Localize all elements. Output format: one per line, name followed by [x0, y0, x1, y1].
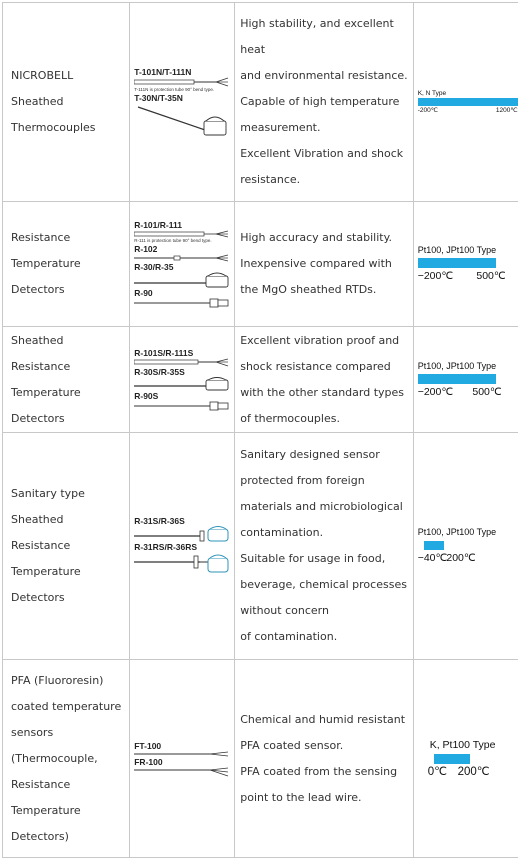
- temperature-range-cell: [413, 202, 518, 327]
- probe-terminal-head-icon: [134, 377, 230, 391]
- temperature-range-cell: [413, 660, 518, 858]
- sensor-name-line: Resistance: [11, 777, 71, 791]
- probe-terminal-head-icon: [134, 103, 230, 137]
- range-values: [428, 766, 490, 779]
- feature-line: High stability, and excellent: [240, 17, 394, 30]
- table-row: [3, 433, 518, 660]
- range-max: 500℃: [472, 385, 502, 398]
- sensor-name-line: Sanitary type: [11, 487, 85, 500]
- feature-line: High accuracy and stability.: [240, 231, 393, 244]
- feature-line: measurement.: [240, 121, 321, 134]
- range-bar: [434, 754, 470, 764]
- feature-line: shock resistance compared: [240, 359, 391, 373]
- sensor-name-line: Resistance: [11, 231, 71, 244]
- model-label: FR-100: [134, 756, 163, 767]
- feature-line: Sanitary designed sensor: [240, 448, 380, 461]
- range-max: 200℃: [446, 552, 476, 564]
- range-type-label: Pt100, JPt100 Type: [417, 245, 497, 255]
- range-values: [418, 270, 506, 283]
- temperature-range-cell: [413, 433, 518, 660]
- sanitary-probe-head-icon: [134, 552, 230, 576]
- feature-line: of thermocouples.: [240, 411, 340, 425]
- range-bar: [418, 374, 496, 384]
- sensor-name-line: Resistance: [11, 539, 71, 552]
- feature-line: the MgO sheathed RTDs.: [240, 283, 377, 296]
- model-note: T-111N is protection tube 90° bend type.: [134, 87, 215, 92]
- range-max: 500℃: [476, 270, 506, 282]
- range-type-label: K, Pt100 Type: [429, 738, 496, 751]
- feature-line: PFA coated from the sensing: [240, 764, 398, 778]
- sensor-table: [2, 2, 518, 858]
- feature-line: protected from foreign: [240, 474, 365, 487]
- probe-wire-lead-icon: [134, 254, 230, 262]
- model-label: R-30S/R-35S: [134, 367, 185, 377]
- features-cell: [235, 202, 413, 327]
- range-min: -200℃: [417, 106, 438, 114]
- sensor-name-cell: [3, 660, 130, 858]
- sensor-name-line: Detectors: [11, 283, 65, 296]
- model-label: R-102: [134, 244, 158, 254]
- sensor-name-cell: [3, 3, 130, 202]
- probe-terminal-head-icon: [134, 272, 230, 288]
- sensor-name-line: Temperature: [11, 385, 81, 399]
- model-label: R-90: [134, 288, 153, 298]
- range-bar: [418, 98, 518, 106]
- sensor-name-line: PFA (Fluororesin): [11, 673, 104, 687]
- model-label: R-31S/R-36S: [134, 516, 185, 526]
- sensor-name-line: Sheathed: [11, 95, 64, 108]
- model-label: FT-100: [134, 740, 162, 751]
- range-bar: [424, 541, 444, 550]
- sensor-name-line: Temperature: [11, 803, 81, 817]
- feature-line: beverage, chemical processes: [240, 578, 407, 591]
- feature-line: resistance.: [240, 173, 301, 186]
- temperature-range-cell: [413, 3, 518, 202]
- feature-line: materials and microbiological: [240, 500, 403, 513]
- range-max: 1200℃: [495, 106, 518, 114]
- sanitary-probe-head-icon: [134, 526, 230, 542]
- temperature-range-cell: [413, 327, 518, 433]
- model-illustration-cell: [130, 660, 235, 858]
- sensor-name-line: Temperature: [11, 565, 81, 578]
- table-row: [3, 327, 518, 433]
- model-illustration-cell: [130, 433, 235, 660]
- sensor-name-line: sensors: [11, 725, 54, 739]
- range-min: −40℃: [417, 552, 448, 564]
- feature-line: Capable of high temperature: [240, 95, 400, 108]
- model-illustration-cell: [130, 327, 235, 433]
- range-type-label: Pt100, JPt100 Type: [417, 527, 497, 537]
- range-values: [418, 386, 502, 399]
- sensor-name-line: Detectors): [11, 829, 69, 843]
- model-label: R-90S: [134, 391, 159, 401]
- model-label: R-31RS/R-36RS: [134, 542, 198, 552]
- range-min: 0℃: [427, 765, 447, 778]
- table-row: [3, 660, 518, 858]
- sensor-name-line: coated temperature: [11, 699, 122, 713]
- range-values: [418, 106, 518, 115]
- probe-wire-lead-icon: [134, 77, 230, 87]
- sensor-name-line: (Thermocouple,: [11, 751, 98, 765]
- model-note: R-111 is protection tube 90° bend type.: [134, 238, 212, 243]
- probe-wire-lead-icon: [134, 230, 230, 238]
- model-label: R-30/R-35: [134, 262, 174, 272]
- range-min: −200℃: [417, 270, 454, 282]
- feature-line: with the other standard types: [240, 385, 405, 399]
- feature-line: contamination.: [240, 526, 324, 539]
- features-cell: [235, 327, 413, 433]
- model-illustration-cell: [130, 3, 235, 202]
- feature-line: Chemical and humid resistant: [240, 712, 406, 726]
- feature-line: Excellent Vibration and shock: [240, 147, 404, 160]
- probe-connector-icon: [134, 298, 230, 308]
- feature-line: point to the lead wire.: [240, 790, 362, 804]
- sensor-name-line: Detectors: [11, 411, 65, 425]
- pfa-probe-wire-icon: [134, 767, 230, 777]
- features-cell: [235, 3, 413, 202]
- range-min: −200℃: [417, 385, 454, 398]
- model-label: T-101N/T-111N: [134, 67, 192, 77]
- sensor-name-line: Sheathed: [11, 333, 64, 347]
- range-max: 200℃: [457, 765, 490, 778]
- range-values: [418, 552, 476, 565]
- features-cell: [235, 660, 413, 858]
- feature-line: and environmental resistance.: [240, 69, 408, 82]
- probe-connector-icon: [134, 401, 230, 411]
- feature-line: Excellent vibration proof and: [240, 333, 400, 347]
- feature-line: heat: [240, 43, 266, 56]
- sensor-name-cell: [3, 433, 130, 660]
- range-type-label: K, N Type: [417, 89, 447, 97]
- range-bar: [418, 258, 496, 268]
- features-cell: [235, 433, 413, 660]
- table-row: [3, 202, 518, 327]
- feature-line: of contamination.: [240, 630, 338, 643]
- sensor-name-line: Detectors: [11, 591, 65, 604]
- sensor-name-cell: [3, 327, 130, 433]
- model-label: R-101/R-111: [134, 220, 182, 230]
- model-label: R-101S/R-111S: [134, 348, 194, 358]
- sensor-name-line: Temperature: [11, 257, 81, 270]
- sensor-name-cell: [3, 202, 130, 327]
- feature-line: Inexpensive compared with: [240, 257, 392, 270]
- sensor-name-line: NICROBELL: [11, 69, 74, 82]
- sensor-name-line: Sheathed: [11, 513, 64, 526]
- table-row: [3, 3, 518, 202]
- feature-line: PFA coated sensor.: [240, 738, 344, 752]
- feature-line: without concern: [240, 604, 329, 617]
- feature-line: Suitable for usage in food,: [240, 552, 386, 565]
- sensor-name-line: Resistance: [11, 359, 71, 373]
- probe-wire-lead-icon: [134, 358, 230, 367]
- model-label: T-30N/T-35N: [134, 93, 183, 103]
- model-illustration-cell: [130, 202, 235, 327]
- range-type-label: Pt100, JPt100 Type: [417, 360, 497, 371]
- sensor-name-line: Thermocouples: [11, 121, 96, 134]
